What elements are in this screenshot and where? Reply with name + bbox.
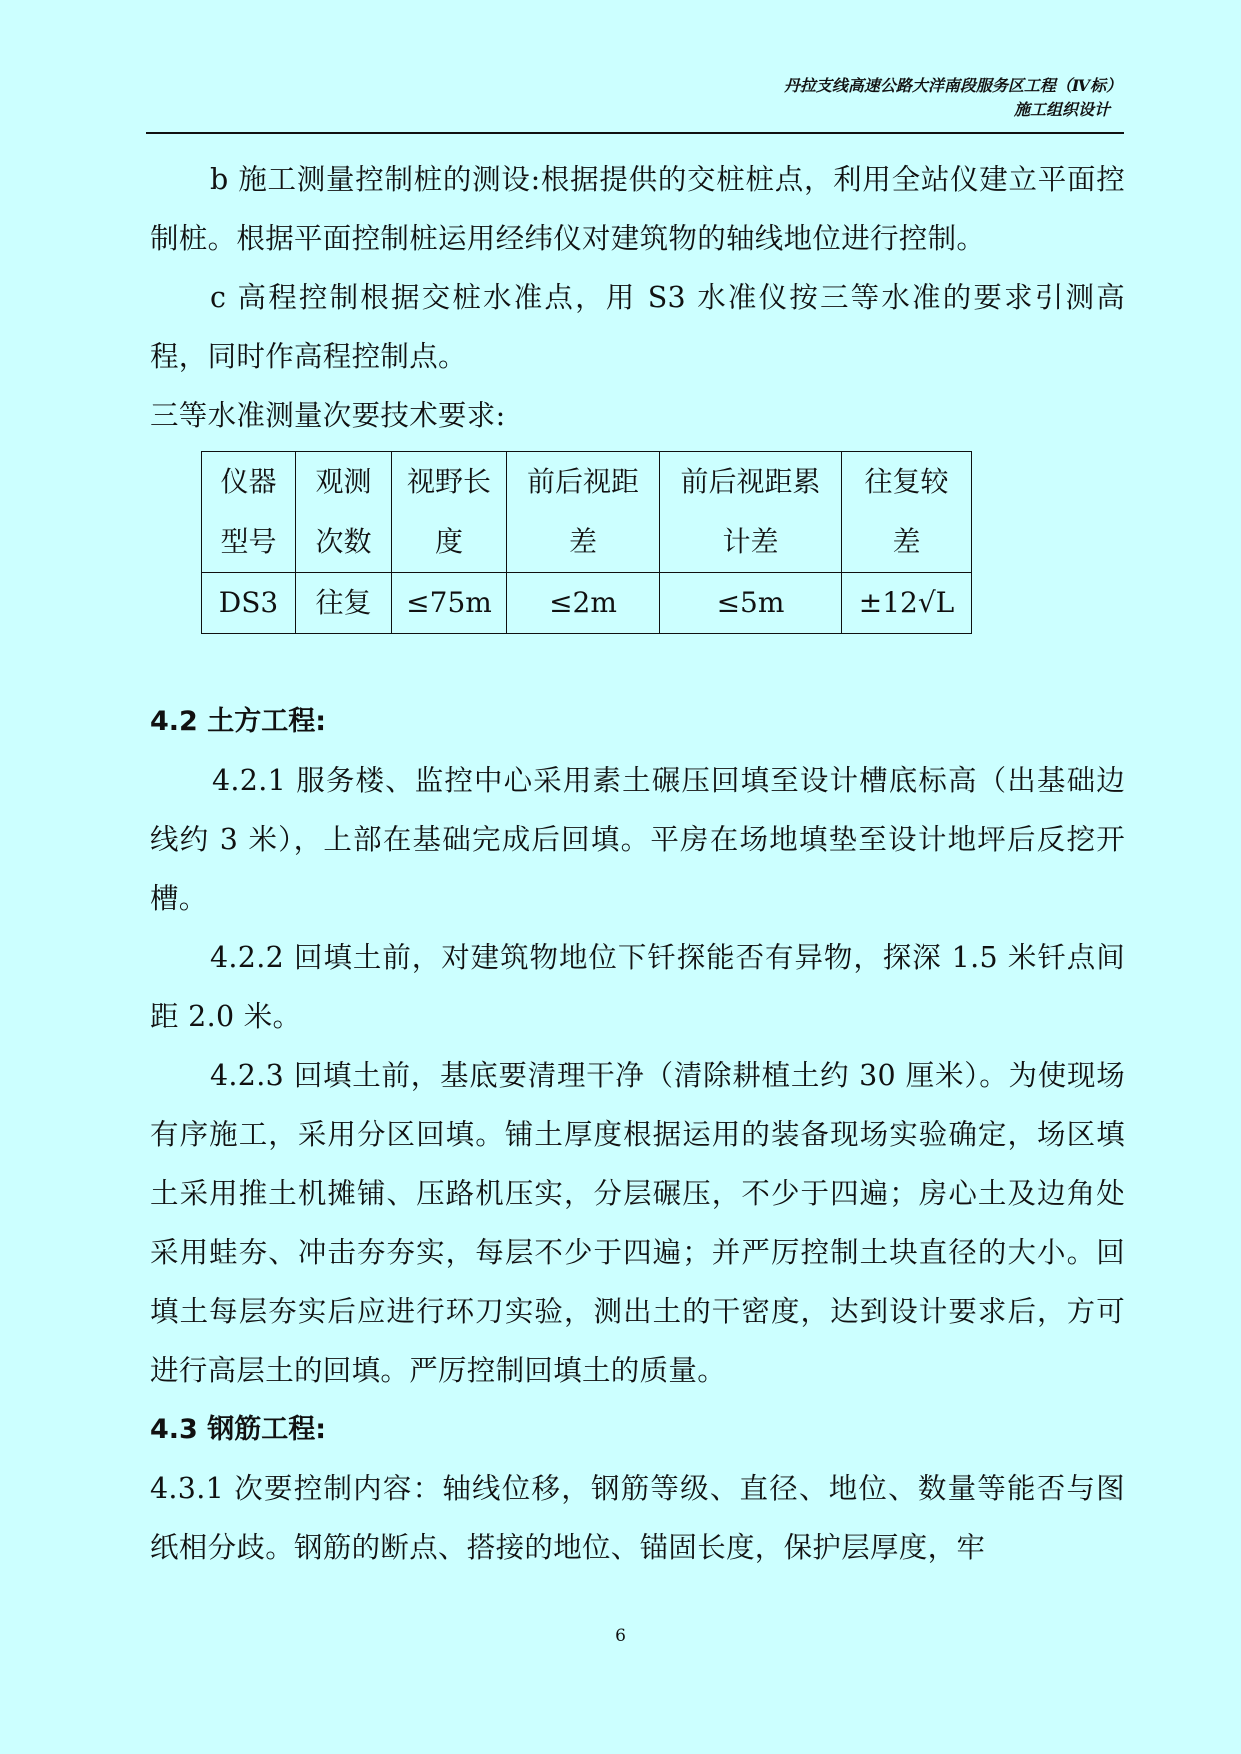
paragraph-4-3-1: 4.3.1 次要控制内容：轴线位移，钢筋等级、直径、地位、数量等能否与图纸相分歧。钢筋的断点、搭接的地位、锚固长度，保护层厚度，牢	[150, 1472, 1125, 1564]
page-header	[146, 74, 1122, 122]
header-text: 仪器	[220, 465, 277, 498]
paragraph-4-2-3: 4.2.3 回填土前，基底要清理干净（清除耕植土约 30 厘米）。为使现场有序施工，采用分区回填。铺土厚度根据运用的装备现场实验确定，场区填土采用推土机摊铺、压路机压实，分层碾压，不少于四遍；房心土及边角处采用蛙夯、冲击夯夯实，每层不少于四遍；并严厉控制土块直径的大小。回填土每层夯实后应进行环刀实验，测出土的干密度，达到设计要求后，方可进行高层土的回填。严厉控制回填土的质量。	[150, 1059, 1125, 1387]
leveling-spec-table	[201, 451, 972, 634]
table-header-cell	[202, 452, 296, 573]
table-header-cell	[507, 452, 660, 573]
paragraph-elevation-control: c 高程控制根据交桩水准点，用 S3 水准仪按三等水准的要求引测高程，同时作高程控制点。	[150, 281, 1125, 373]
header-text: 型号	[220, 525, 277, 558]
table-cell: ≤2m	[507, 573, 660, 634]
section-heading-rebar: 4.3 钢筋工程:	[150, 1414, 327, 1445]
section-heading-earthwork: 4.2 土方工程:	[150, 706, 327, 737]
header-text: 差	[892, 525, 921, 558]
paragraph-4-2-2: 4.2.2 回填土前，对建筑物地位下钎探能否有异物，探深 1.5 米钎点间距 2.0 米。	[150, 941, 1125, 1033]
table-cell: ≤5m	[660, 573, 842, 634]
table-row	[202, 573, 972, 634]
header-text: 次数	[315, 525, 372, 558]
page-number: 6	[615, 1626, 626, 1646]
table-header-cell	[296, 452, 392, 573]
header-divider	[146, 132, 1124, 134]
header-project-title: 丹拉支线高速公路大洋南段服务区工程（Ⅳ标）	[783, 76, 1122, 95]
header-doc-type: 施工组织设计	[1013, 100, 1110, 119]
header-text: 往复较	[864, 465, 949, 498]
paragraph-4-2-1: 4.2.1 服务楼、监控中心采用素土碾压回填至设计槽底标高（出基础边线约 3 米），上部在基础完成后回填。平房在场地填垫至设计地坪后反挖开槽。	[150, 764, 1125, 915]
header-text: 计差	[722, 525, 779, 558]
table-header-row	[202, 452, 972, 573]
spacer	[150, 634, 1125, 692]
table-intro: 三等水准测量次要技术要求:	[150, 399, 506, 432]
table-cell: 往复	[296, 573, 392, 634]
table-header-cell	[660, 452, 842, 573]
header-text: 前后视距	[526, 465, 639, 498]
table-cell: ≤75m	[392, 573, 507, 634]
header-text: 差	[568, 525, 597, 558]
table-cell: ±12√L	[842, 573, 972, 634]
table-header-cell	[392, 452, 507, 573]
page-body	[150, 150, 1125, 1577]
header-text: 观测	[315, 465, 372, 498]
table-header-cell	[842, 452, 972, 573]
header-text: 视野长	[406, 465, 491, 498]
paragraph-survey-control-pile: b 施工测量控制桩的测设:根据提供的交桩桩点，利用全站仪建立平面控制桩。根据平面控制桩运用经纬仪对建筑物的轴线地位进行控制。	[150, 163, 1125, 255]
table-cell: DS3	[202, 573, 296, 634]
header-text: 度	[434, 525, 463, 558]
header-text: 前后视距累	[680, 465, 821, 498]
